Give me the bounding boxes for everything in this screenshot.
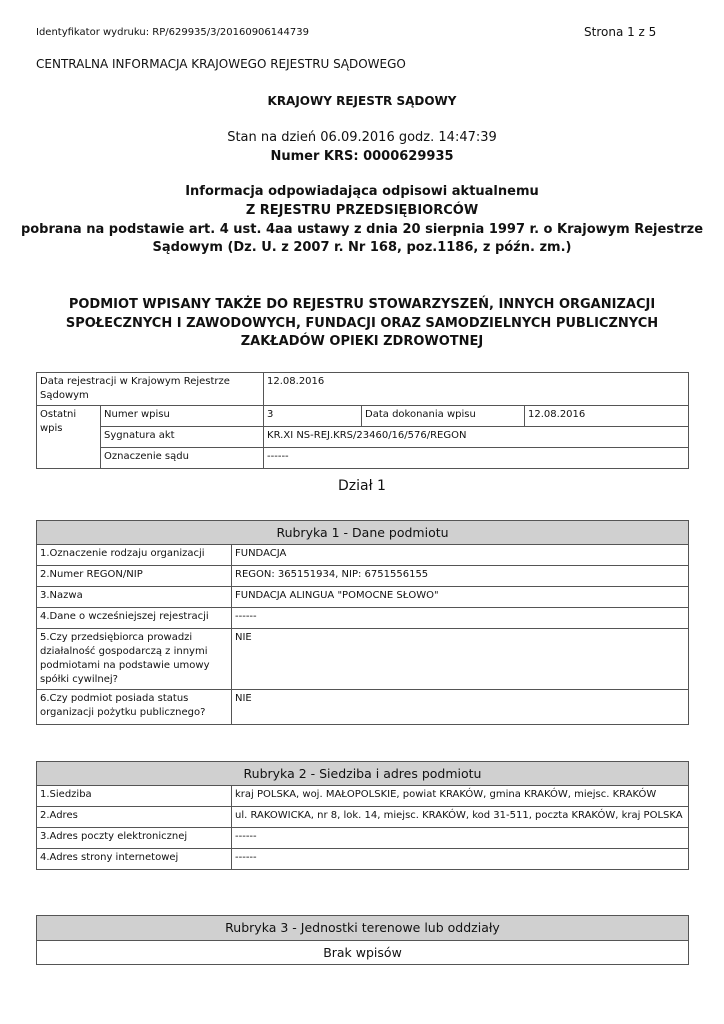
signature-value: KR.XI NS-REJ.KRS/23460/16/576/REGON xyxy=(264,427,689,448)
last-entry-label: Ostatni wpis xyxy=(37,406,101,469)
row-label: 3.Adres poczty elektronicznej xyxy=(37,828,232,849)
table-row xyxy=(37,828,689,849)
page-counter: Strona 1 z 5 xyxy=(584,25,657,39)
row-label: 6.Czy podmiot posiada status organizacji pożytku publicznego? xyxy=(37,690,232,725)
registration-table xyxy=(36,372,689,469)
row-label: 2.Numer REGON/NIP xyxy=(37,566,232,587)
table-row xyxy=(37,786,689,807)
table-row xyxy=(37,587,689,608)
rubric1-title: Rubryka 1 - Dane podmiotu xyxy=(37,521,689,545)
central-info-heading: CENTRALNA INFORMACJA KRAJOWEGO REJESTRU SĄDOWEGO xyxy=(36,57,406,71)
row-value: NIE xyxy=(232,629,689,690)
row-value: ------ xyxy=(232,608,689,629)
row-label: 1.Siedziba xyxy=(37,786,232,807)
row-label: 2.Adres xyxy=(37,807,232,828)
info-line-3: pobrana na podstawie art. 4 ust. 4aa ustawy z dnia 20 sierpnia 1997 r. o Krajowym Rejestrze xyxy=(20,222,704,237)
entry-number-label: Numer wpisu xyxy=(101,406,264,427)
entry-number-value: 3 xyxy=(264,406,362,427)
row-value: kraj POLSKA, woj. MAŁOPOLSKIE, powiat KRAKÓW, gmina KRAKÓW, miejsc. KRAKÓW xyxy=(232,786,689,807)
section-title: Dział 1 xyxy=(338,478,386,494)
registration-date-value: 12.08.2016 xyxy=(264,373,689,406)
entity-line-2: SPOŁECZNYCH I ZAWODOWYCH, FUNDACJI ORAZ SAMODZIELNYCH PUBLICZNYCH xyxy=(65,316,659,331)
row-value: FUNDACJA xyxy=(232,545,689,566)
registration-date-label: Data rejestracji w Krajowym Rejestrze Sądowym xyxy=(37,373,264,406)
registry-title: KRAJOWY REJESTR SĄDOWY xyxy=(267,94,457,108)
done-date-label: Data dokonania wpisu xyxy=(362,406,525,427)
rubric2-table xyxy=(36,761,689,870)
krs-number: Numer KRS: 0000629935 xyxy=(270,149,454,164)
row-label: 1.Oznaczenie rodzaju organizacji xyxy=(37,545,232,566)
row-value: ------ xyxy=(232,849,689,870)
row-value: NIE xyxy=(232,690,689,725)
table-row xyxy=(37,849,689,870)
table-row xyxy=(37,566,689,587)
rubric3-title: Rubryka 3 - Jednostki terenowe lub oddziały xyxy=(37,916,689,941)
info-line-1: Informacja odpowiadająca odpisowi aktualnemu xyxy=(185,184,539,199)
row-value: REGON: 365151934, NIP: 6751556155 xyxy=(232,566,689,587)
table-row xyxy=(37,629,689,690)
court-label: Oznaczenie sądu xyxy=(101,448,264,469)
row-value: FUNDACJA ALINGUA "POMOCNE SŁOWO" xyxy=(232,587,689,608)
print-identifier: Identyfikator wydruku: RP/629935/3/20160906144739 xyxy=(36,27,309,38)
info-line-4: Sądowym (Dz. U. z 2007 r. Nr 168, poz.1186, z późn. zm.) xyxy=(152,240,572,255)
rubric2-title: Rubryka 2 - Siedziba i adres podmiotu xyxy=(37,762,689,786)
signature-label: Sygnatura akt xyxy=(101,427,264,448)
table-row xyxy=(37,690,689,725)
done-date-value: 12.08.2016 xyxy=(525,406,689,427)
row-label: 3.Nazwa xyxy=(37,587,232,608)
rubric1-table xyxy=(36,520,689,725)
entity-line-3: ZAKŁADÓW OPIEKI ZDROWOTNEJ xyxy=(240,334,484,349)
rubric3-table xyxy=(36,915,689,965)
table-row xyxy=(37,545,689,566)
rubric3-empty-notice: Brak wpisów xyxy=(37,941,689,965)
table-row xyxy=(37,807,689,828)
info-line-2: Z REJESTRU PRZEDSIĘBIORCÓW xyxy=(245,203,479,218)
row-value: ul. RAKOWICKA, nr 8, lok. 14, miejsc. KRAKÓW, kod 31-511, poczta KRAKÓW, kraj POLSKA xyxy=(232,807,689,828)
entity-line-1: PODMIOT WPISANY TAKŻE DO REJESTRU STOWARZYSZEŃ, INNYCH ORGANIZACJI xyxy=(68,297,656,312)
row-label: 5.Czy przedsiębiorca prowadzi działalność gospodarczą z innymi podmiotami na podstawie umowy spółki cywilnej? xyxy=(37,629,232,690)
state-date: Stan na dzień 06.09.2016 godz. 14:47:39 xyxy=(227,130,497,145)
row-label: 4.Adres strony internetowej xyxy=(37,849,232,870)
row-value: ------ xyxy=(232,828,689,849)
table-row xyxy=(37,608,689,629)
row-label: 4.Dane o wcześniejszej rejestracji xyxy=(37,608,232,629)
court-value: ------ xyxy=(264,448,689,469)
